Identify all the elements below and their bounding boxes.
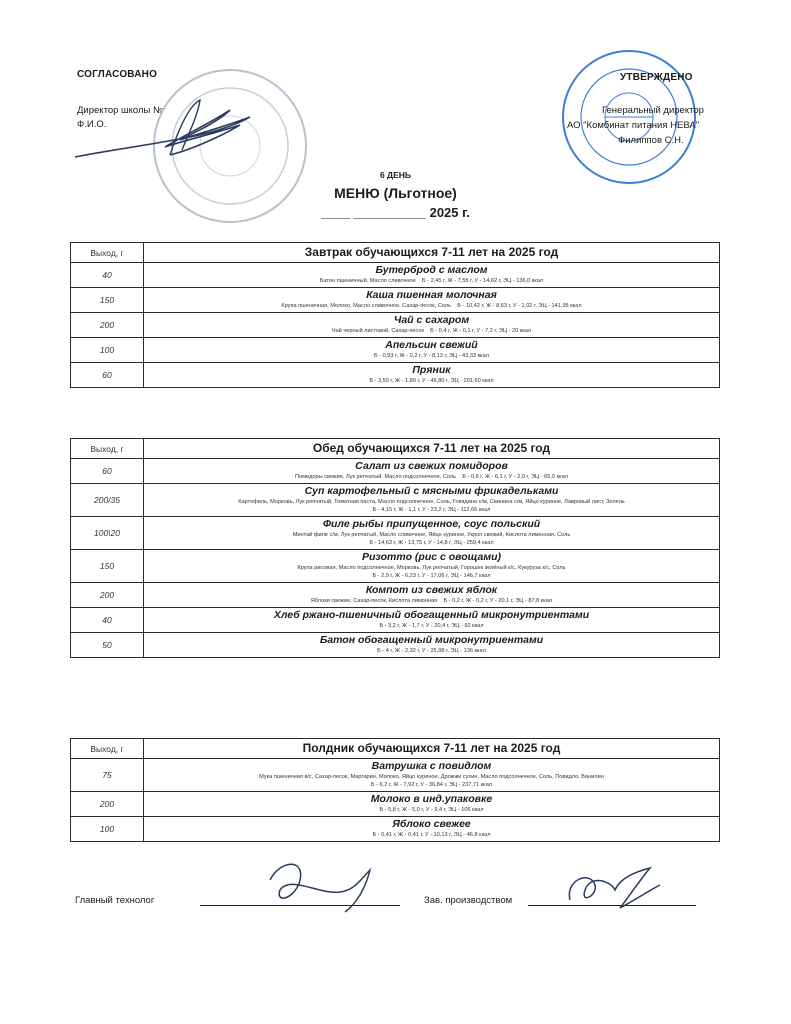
dish-ingredients: Картофель, Морковь, Лук репчатый, Томатная паста, Масло подсолнечное, Соль, Говядина с/м, Свинина с/м, Яйцо куриное, Лавровый лист, Зелень: [238, 499, 625, 505]
dish-nutrition: Б - 4 г, Ж - 2,32 г, У - 25,98 г, ЭЦ - 136 ккал: [377, 648, 486, 654]
dish-name: Ризотто (рис с овощами): [362, 551, 501, 563]
dish-name: Хлеб ржано-пшеничный обогащенный микронутриентами: [273, 609, 590, 621]
dish-details: [148, 327, 715, 335]
dish-name: Молоко в инд.упаковке: [370, 793, 493, 805]
dish-nutrition: Б - 14,63 г, Ж - 13,75 г, У - 14,8 г, ЭЦ - 259,4 ккал: [369, 540, 494, 546]
school-director-label: Директор школы №: [77, 105, 164, 116]
table-header-row: [71, 739, 719, 758]
table-row: [71, 758, 719, 791]
general-director-label: Генеральный директор: [602, 105, 704, 116]
item-weight: 60: [71, 459, 144, 483]
table-row: [71, 287, 719, 312]
table-row: [71, 632, 719, 657]
item-weight: 200: [71, 313, 144, 337]
dish-nutrition: Б - 0,6 г, Ж - 6,1 г, У - 2,0 г, ЭЦ - 65,0 ккал: [462, 474, 568, 480]
dish-nutrition: Б - 10,42 г, Ж - 8,63 г, У - 1,02 г, ЭЦ - 141,95 ккал: [457, 303, 582, 309]
item-weight: 200/35: [71, 484, 144, 516]
weight-header: Выход, г: [71, 243, 144, 262]
dish-ingredients: Мука пшеничная в/с, Сахар-песок, Маргарин, Молоко, Яйцо куриное, Дрожжи сухие, Масло подсолнечное, Соль, Повидло, Ванилин: [259, 774, 604, 780]
item-weight: 200: [71, 583, 144, 607]
item-weight: 40: [71, 608, 144, 632]
dish-name: Батон обогащенный микронутриентами: [319, 634, 544, 646]
dish-name: Суп картофельный с мясными фрикадельками: [304, 485, 559, 497]
table-row: [71, 582, 719, 607]
dish-nutrition: Б - 3,50 г, Ж - 1,80 г, У - 46,80 г, ЭЦ - 201,60 ккал: [369, 378, 494, 384]
menu-year: 2025 г.: [429, 205, 470, 220]
dish-details: [148, 277, 715, 285]
company-name-label: АО "Комбинат питания НЕВА": [567, 120, 700, 131]
menu-date: [0, 205, 791, 220]
dish-name: Компот из свежих яблок: [365, 584, 498, 596]
table-row: [71, 483, 719, 516]
dish-ingredients: Яблоки свежие, Сахар-песок, Кислота лимонная: [310, 598, 438, 604]
lunch-title: Обед обучающихся 7-11 лет на 2025 год: [312, 441, 551, 455]
dish-ingredients: Помидоры свежие, Лук репчатый, Масло подсолнечное, Соль: [295, 474, 457, 480]
dish-nutrition: Б - 2,9 г, Ж - 6,23 г, У - 17,06 г, ЭЦ - 146,7 ккал: [372, 573, 491, 579]
dish-details: [148, 597, 715, 605]
dish-nutrition: Б - 4,15 г, Ж - 1,1 г, У - 23,2 г, ЭЦ - 112,66 ккал: [372, 507, 491, 513]
item-weight: 100: [71, 338, 144, 362]
table-row: [71, 262, 719, 287]
snack-table: [70, 738, 720, 842]
dish-ingredients: Минтай филе с/м, Лук репчатый, Масло сливочное, Яйцо куриное, Укроп свежий, Кислота лимонная, Соль: [292, 532, 571, 538]
dish-ingredients: Батон пшеничный, Масло сливочное: [319, 278, 416, 284]
dish-nutrition: Б - 0,2 г, Ж - 0,2 г, У - 20,1 г, ЭЦ - 87,8 ккал: [443, 598, 553, 604]
dish-ingredients: Чай черный листовой, Сахар-песок: [331, 328, 424, 334]
table-row: [71, 549, 719, 582]
dish-name: Бутерброд с маслом: [375, 264, 488, 276]
table-row: [71, 516, 719, 549]
production-signature: [560, 860, 670, 920]
table-row: [71, 458, 719, 483]
item-weight: 100\20: [71, 517, 144, 549]
table-row: [71, 791, 719, 816]
dish-name: Апельсин свежий: [385, 339, 478, 351]
dish-nutrition: Б - 3,2 г, Ж - 1,7 г, У - 20,4 г, ЭЦ - 92 ккал: [379, 623, 484, 629]
company-stamp: [560, 48, 698, 186]
table-row: [71, 337, 719, 362]
dish-nutrition: Б - 2,45 г, Ж - 7,55 г, У - 14,62 г, ЭЦ - 136,0 ккал: [421, 278, 544, 284]
dish-nutrition: Б - 6,2 г, Ж - 7,92 г, У - 36,84 г, ЭЦ - 237,71 ккал: [370, 782, 493, 788]
dish-nutrition: Б - 0,4 г, Ж - 0,1 г, У - 7,2 г, ЭЦ - 20 ккал: [430, 328, 532, 334]
dish-name: Пряник: [412, 364, 451, 376]
dish-name: Каша пшенная молочная: [366, 289, 497, 301]
approved-label: УТВЕРЖДЕНО: [620, 72, 693, 83]
table-row: [71, 816, 719, 841]
item-weight: 50: [71, 633, 144, 657]
dish-nutrition: Б - 5,8 г, Ж - 5,0 г, У - 9,4 г, ЭЦ - 106 ккал: [379, 807, 484, 813]
date-blanks: ____ __________: [321, 205, 426, 220]
weight-header: Выход, г: [71, 439, 144, 458]
dish-details: [148, 473, 715, 481]
dish-name: Чай с сахаром: [393, 314, 470, 326]
chief-technologist-label: Главный технолог: [75, 895, 155, 906]
table-row: [71, 362, 719, 387]
dish-name: Салат из свежих помидоров: [355, 460, 508, 472]
director-name-label: Ф.И.О.: [77, 119, 107, 130]
table-row: [71, 312, 719, 337]
item-weight: 100: [71, 817, 144, 841]
dish-nutrition: Б - 0,93 г, Ж - 0,2 г, У - 8,13 г, ЭЦ - 43,33 ккал: [374, 353, 489, 359]
dish-details: [148, 302, 715, 310]
menu-title: МЕНЮ (Льготное): [334, 185, 457, 201]
item-weight: 75: [71, 759, 144, 791]
dish-name: Ватрушка с повидлом: [371, 760, 492, 772]
breakfast-title: Завтрак обучающихся 7-11 лет на 2025 год: [304, 245, 559, 259]
item-weight: 200: [71, 792, 144, 816]
dish-name: Филе рыбы припущенное, соус польский: [322, 518, 541, 530]
table-header-row: [71, 439, 719, 458]
table-row: [71, 607, 719, 632]
weight-header: Выход, г: [71, 739, 144, 758]
breakfast-table: [70, 242, 720, 388]
production-manager-label: Зав. производством: [424, 895, 513, 906]
item-weight: 150: [71, 288, 144, 312]
lunch-table: [70, 438, 720, 658]
item-weight: 40: [71, 263, 144, 287]
approved-by-label: СОГЛАСОВАНО: [77, 69, 158, 80]
item-weight: 150: [71, 550, 144, 582]
dish-name: Яблоко свежее: [392, 818, 471, 830]
dish-nutrition: Б - 0,41 г, Ж - 0,41 г, У - 10,13 г, ЭЦ - 46,8 ккал: [372, 832, 491, 838]
dish-ingredients: Крупа рисовая, Масло подсолнечное, Морковь, Лук репчатый, Горошек зелёный к/с, Кукуруза к/с, Соль: [297, 565, 566, 571]
item-weight: 60: [71, 363, 144, 387]
director-signature: [70, 95, 280, 175]
technologist-signature: [260, 850, 390, 920]
dish-ingredients: Крупа пшеничная, Молоко, Масло сливочное, Сахар-песок, Соль: [281, 303, 452, 309]
table-header-row: [71, 243, 719, 262]
general-director-name: Филиппов С.Н.: [618, 135, 684, 146]
day-label: 6 ДЕНЬ: [379, 170, 412, 180]
snack-title: Полдник обучающихся 7-11 лет на 2025 год: [302, 741, 561, 755]
